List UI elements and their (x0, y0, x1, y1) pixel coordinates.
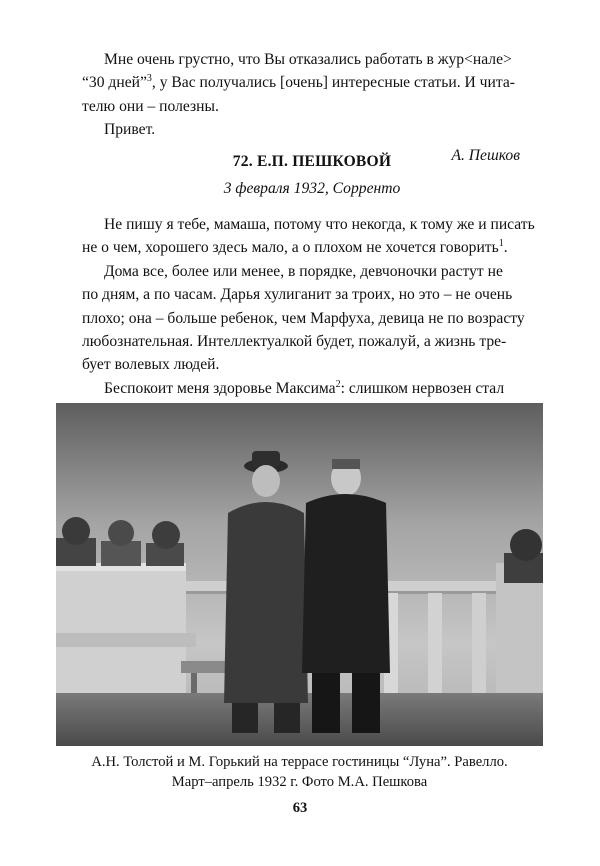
letter-dateline: 3 февраля 1932, Сорренто (223, 180, 401, 198)
photograph-image (56, 403, 543, 746)
text-line: “30 дней”$^3$, у Вас получались [очень] интересные статьи. И чита- (82, 73, 515, 92)
text-line: бует волевых людей. (82, 356, 220, 374)
text-line: Не пишу я тебе, мамаша, потому что некогда, к тому же и писать (104, 216, 535, 233)
letter-heading: 72. Е.П. ПЕШКОВОЙ (232, 153, 392, 170)
text-line: Дома все, более или менее, в порядке, девчоночки растут не (104, 262, 503, 280)
letter-header (82, 150, 542, 201)
letter-body (82, 213, 542, 424)
signature: А. Пешков (451, 146, 520, 164)
photo-caption (56, 752, 543, 792)
text-line: не о чем, хорошего здесь мало, а о плохом не хочется говорить$^1$. (82, 238, 508, 257)
caption-line: Март–апрель 1932 г. Фото М.А. Пешкова (171, 774, 428, 790)
text-line: телю они – полезны. (82, 97, 219, 115)
text-line: Беспокоит меня здоровье Максима$^2$: слишком нервозен стал (104, 378, 505, 397)
text-line: плохо; она – больше ребенок, чем Марфуха, девица не по возрасту (82, 309, 525, 327)
text-line: Мне очень грустно, что Вы отказались работать в жур<нале> (104, 51, 512, 68)
text-line: любознательная. Интеллектуалкой будет, пожалуй, а жизнь тре- (82, 333, 507, 351)
photograph (56, 403, 543, 746)
page-number: 63 (292, 800, 308, 816)
text-line: по дням, а по часам. Дарья хулиганит за троих, но это – не очень (82, 286, 513, 304)
greeting: Привет. (104, 121, 156, 139)
footnote-mark: 1 (498, 238, 504, 250)
caption-line: А.Н. Толстой и М. Горький на террасе гостиницы “Луна”. Равелло. (91, 754, 508, 770)
footnote-mark: 3 (146, 73, 152, 85)
footnote-mark: 2 (335, 378, 341, 390)
